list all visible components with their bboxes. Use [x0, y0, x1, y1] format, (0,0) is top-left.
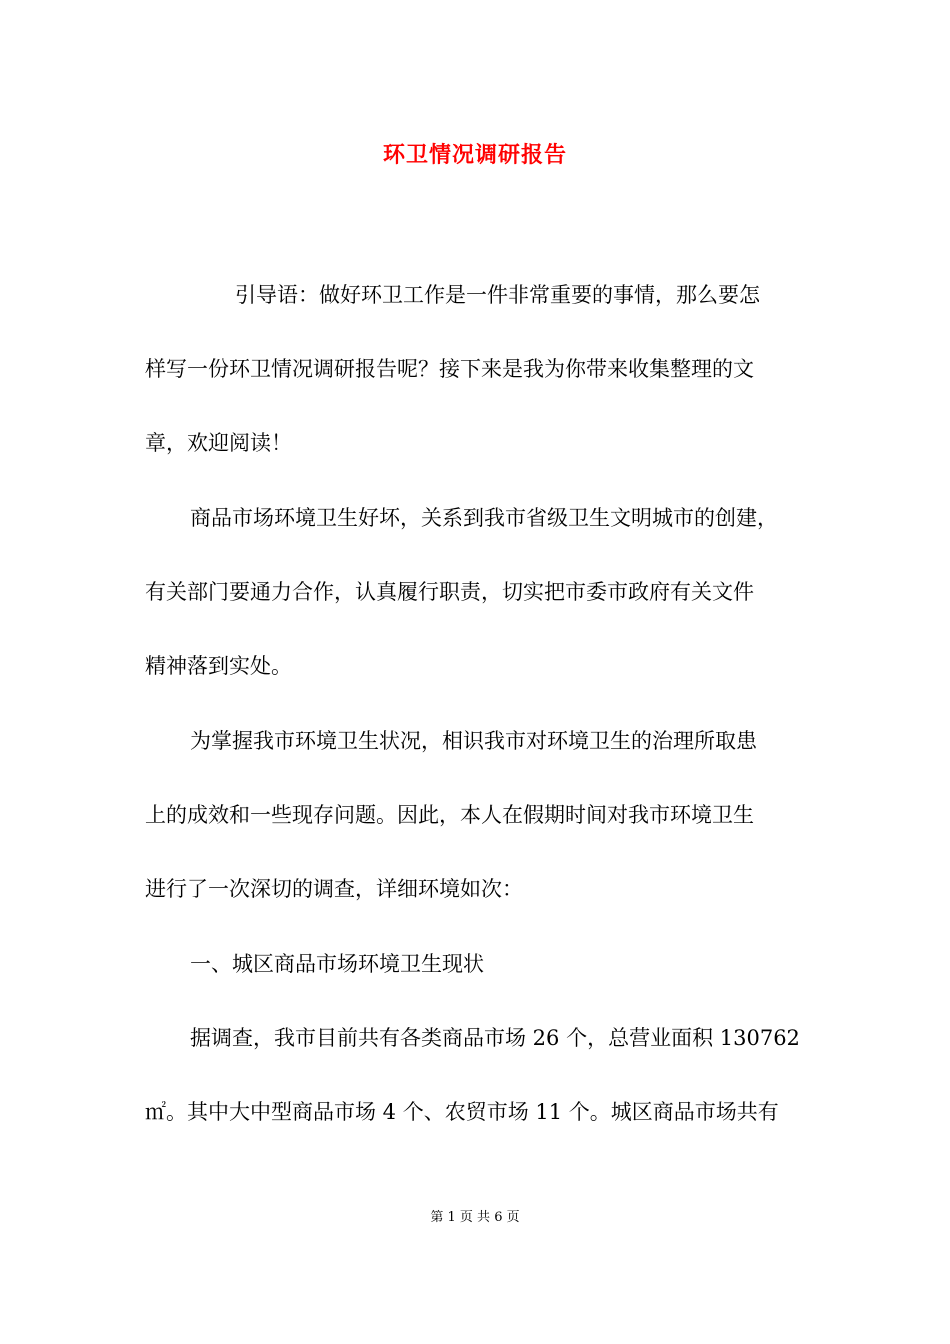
paragraph-line: 进行了一次深切的调查，详细环境如次： — [145, 877, 523, 901]
section-heading: 一、城区商品市场环境卫生现状 — [190, 952, 484, 976]
paragraph-line: 引导语：做好环卫工作是一件非常重要的事情，那么要怎 — [235, 283, 760, 307]
paragraph-line: 商品市场环境卫生好坏，关系到我市省级卫生文明城市的创建， — [190, 506, 778, 530]
paragraph-line: 据调查，我市目前共有各类商品市场 26 个，总营业面积 130762 — [190, 1026, 800, 1050]
paragraph-line: 有关部门要通力合作，认真履行职责，切实把市委市政府有关文件 — [145, 580, 754, 604]
paragraph-line: 章，欢迎阅读！ — [145, 431, 292, 455]
paragraph-line: 精神落到实处。 — [145, 654, 292, 678]
document-title: 环卫情况调研报告 — [382, 142, 567, 168]
paragraph-line: ㎡。其中大中型商品市场 4 个、农贸市场 11 个。城区商品市场共有 — [145, 1100, 779, 1124]
paragraph-line: 样写一份环卫情况调研报告呢？接下来是我为你带来收集整理的文 — [145, 357, 754, 381]
paragraph-line: 上的成效和一些现存问题。因此，本人在假期时间对我市环境卫生 — [145, 803, 754, 827]
page-footer: 第 1 页 共 6 页 — [430, 1210, 520, 1225]
paragraph-line: 为掌握我市环境卫生状况，相识我市对环境卫生的治理所取患 — [190, 729, 757, 753]
